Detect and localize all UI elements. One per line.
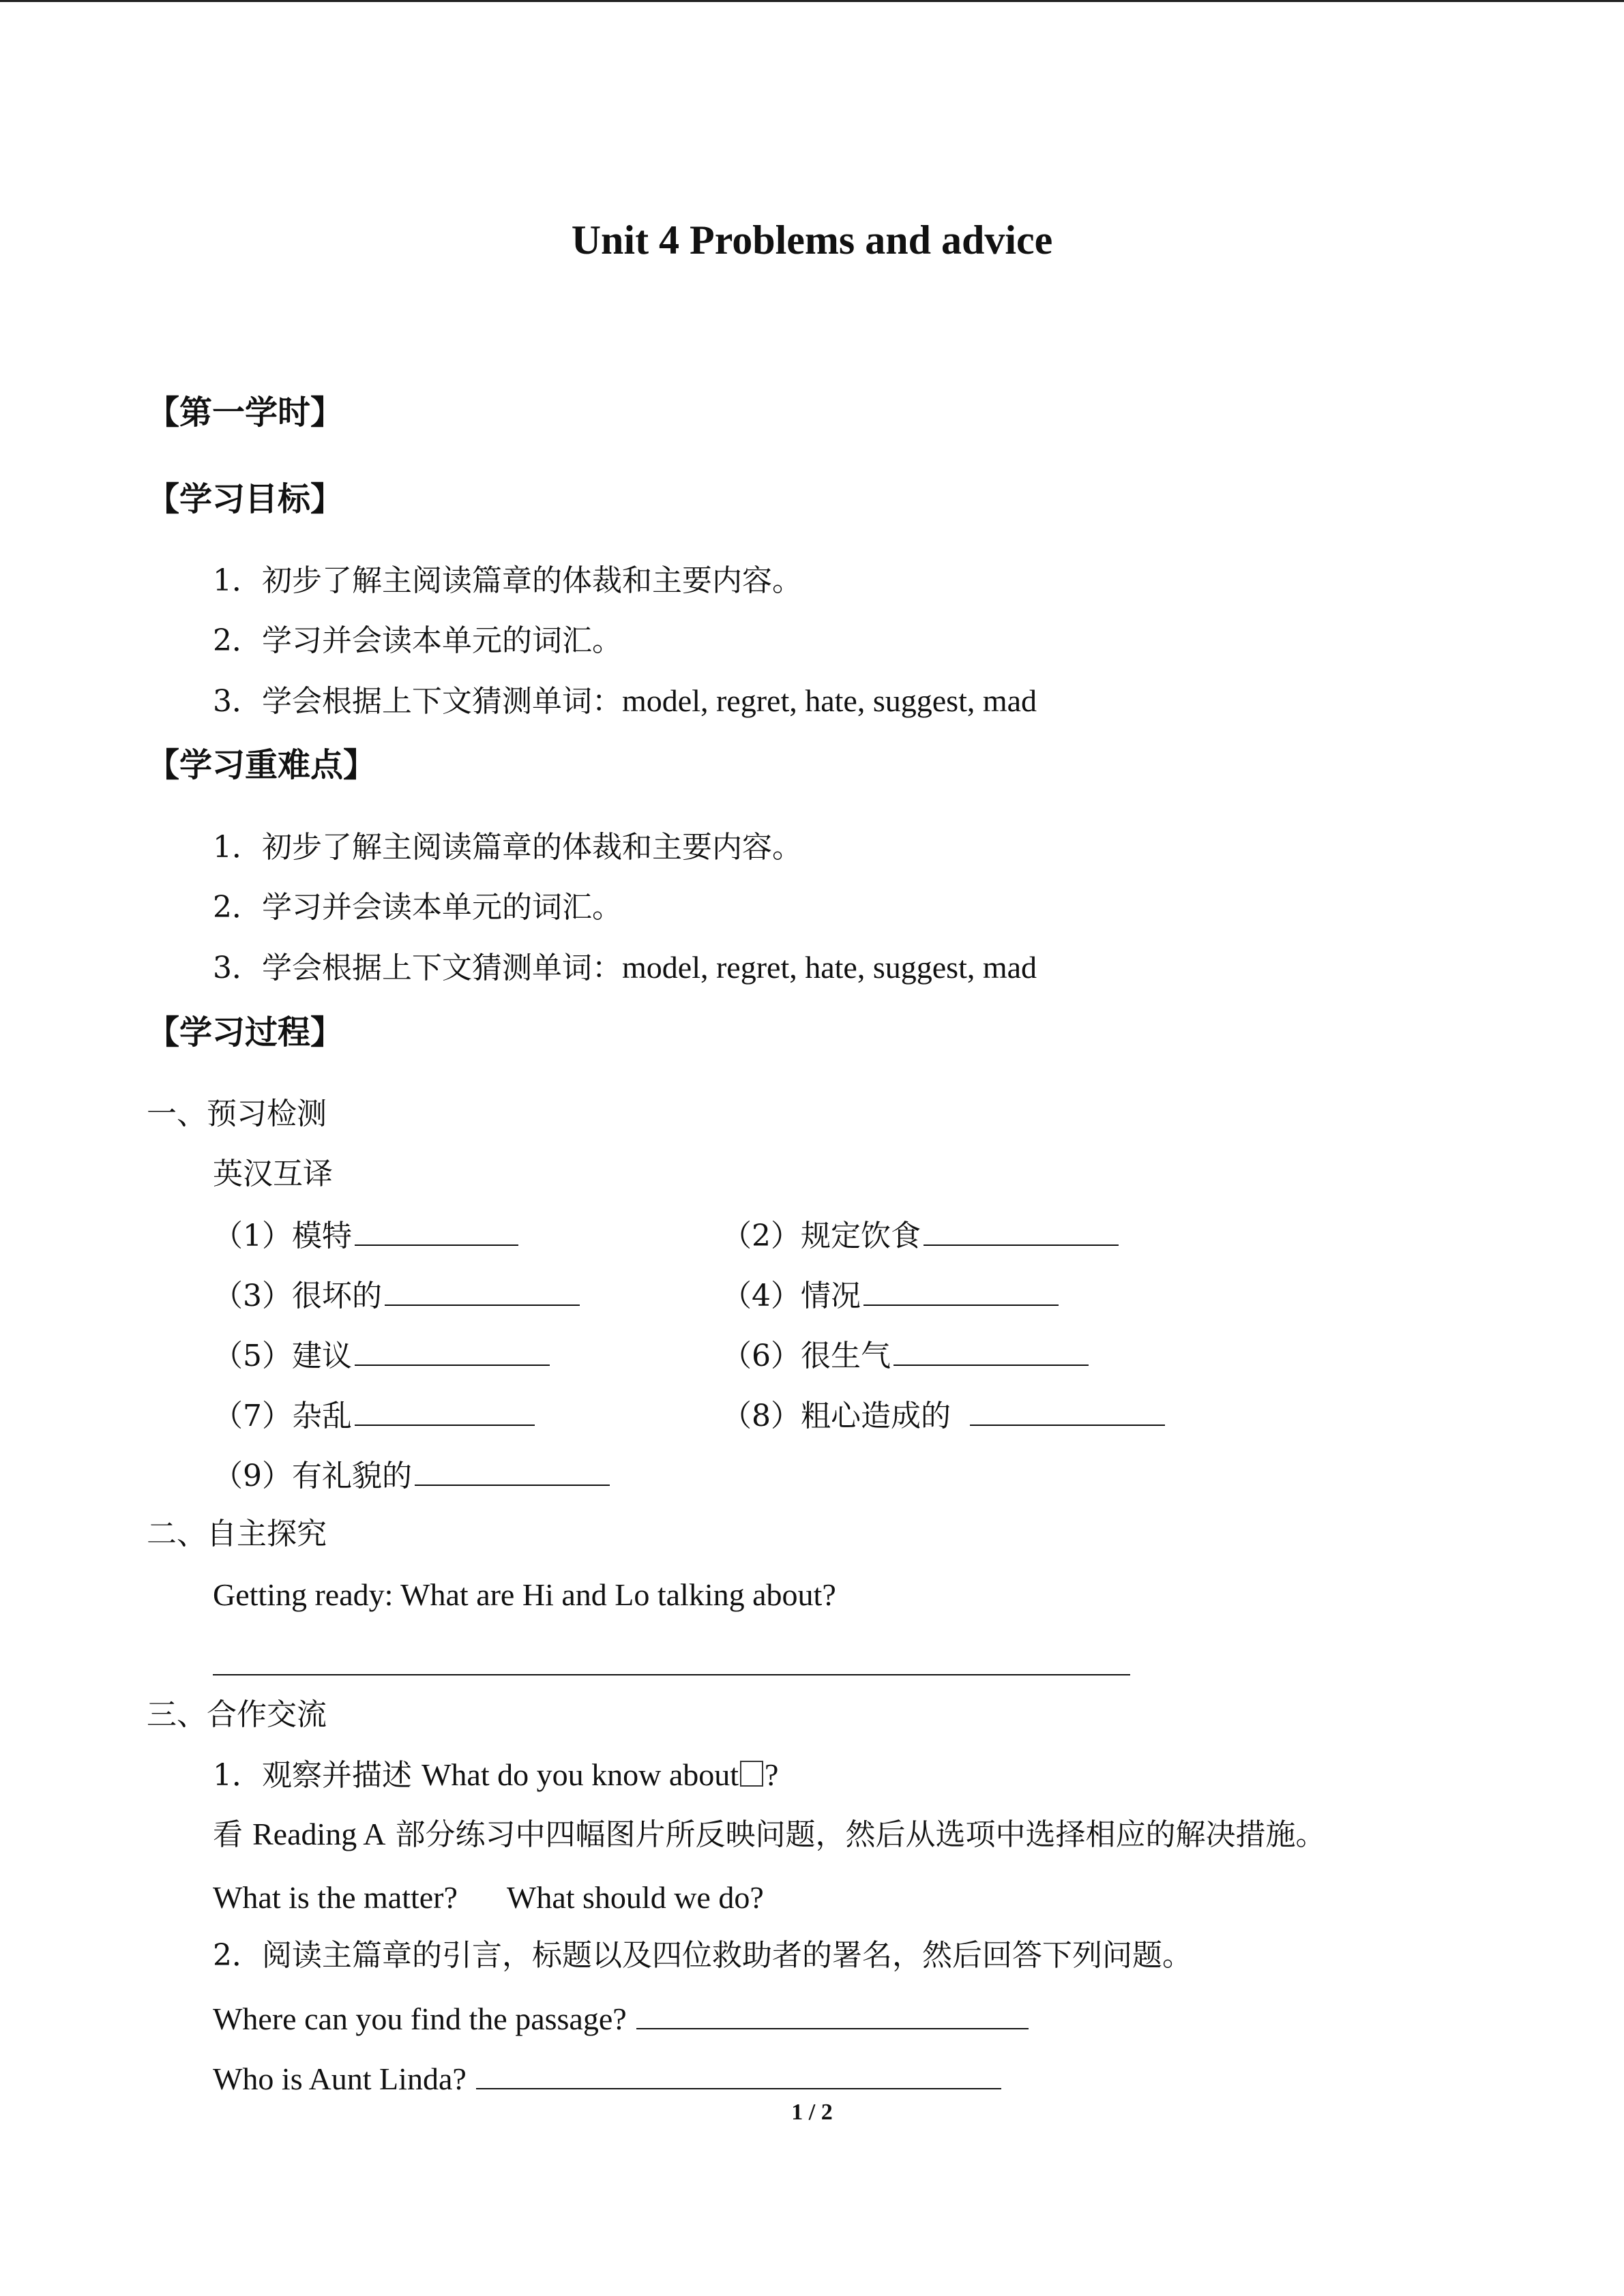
page-number: 1 / 2 [791,2100,833,2125]
who-answer-blank[interactable] [476,2058,1001,2089]
section1-title: 一、预习检测 [147,1097,327,1131]
vocab-answer-blank-5[interactable] [355,1335,550,1366]
vocab-answer-blank-4[interactable] [863,1274,1059,1306]
objective-item-2: 2．学习并会读本单元的词汇。 [213,623,622,658]
vocab-answer-blank-6[interactable] [894,1335,1089,1366]
section3-q2-who: Who is Aunt Linda? [213,2058,1001,2100]
vocab-item-5: （5）建议 [213,1335,550,1377]
section1-subtitle: 英汉互译 [213,1157,333,1191]
vocab-answer-blank-8[interactable] [970,1395,1165,1426]
vocab-item-3: （3）很坏的 [213,1274,580,1317]
objective-words: model, regret, hate, suggest, mad [622,683,1037,718]
key-point-item-1: 1．初步了解主阅读篇章的体裁和主要内容。 [213,830,802,865]
section3-q1: 1．观察并描述 What do you know about ? [213,1757,779,1793]
section3-q1-prompts: What is the matter? What should we do? [213,1880,764,1915]
heading-period: 【第一学时】 [147,393,344,432]
vocab-item-9: （9）有礼貌的 [213,1455,610,1497]
section3-q2-where: Where can you find the passage? [213,1998,1029,2040]
key-point-words: model, regret, hate, suggest, mad [622,950,1037,985]
vocab-item-7: （7）杂乱 [213,1395,535,1437]
vocab-item-8: （8）粗心造成的 [722,1395,1165,1437]
vocab-answer-blank-3[interactable] [385,1274,580,1306]
vocab-answer-blank-7[interactable] [355,1395,535,1426]
section2-title: 二、自主探究 [147,1517,327,1551]
section3-title: 三、合作交流 [147,1697,327,1732]
vocab-answer-blank-2[interactable] [924,1214,1119,1246]
objective-item-1: 1．初步了解主阅读篇章的体裁和主要内容。 [213,563,802,598]
page-title: Unit 4 Problems and advice [571,218,1053,263]
vocab-item-1: （1）模特 [213,1214,518,1257]
where-answer-blank[interactable] [636,1998,1029,2029]
vocab-answer-blank-9[interactable] [415,1455,610,1486]
key-point-item-3: 3．学会根据上下文猜测单词：model, regret, hate, suggest, mad [213,950,1037,985]
heading-objectives: 【学习目标】 [147,480,344,518]
section2-answer-line[interactable] [213,1674,1130,1675]
vocab-item-2: （2）规定饮食 [722,1214,1119,1257]
objective-item-3: 3．学会根据上下文猜测单词：model, regret, hate, suggest, mad [213,683,1037,719]
section3-q1-instruction: 看 Reading A 部分练习中四幅图片所反映问题，然后从选项中选择相应的解决措施。 [213,1817,1326,1852]
section2-question: Getting ready: What are Hi and Lo talking about? [213,1577,836,1612]
section3-q2-instruction: 2．阅读主篇章的引言，标题以及四位救助者的署名，然后回答下列问题。 [213,1938,1192,1973]
heading-key-points: 【学习重难点】 [147,746,377,784]
key-point-item-2: 2．学习并会读本单元的词汇。 [213,890,622,925]
vocab-answer-blank-1[interactable] [355,1214,518,1246]
missing-glyph-box-icon [740,1761,763,1787]
heading-process: 【学习过程】 [147,1013,344,1052]
vocab-item-6: （6）很生气 [722,1335,1089,1377]
vocab-item-4: （4）情况 [722,1274,1059,1317]
